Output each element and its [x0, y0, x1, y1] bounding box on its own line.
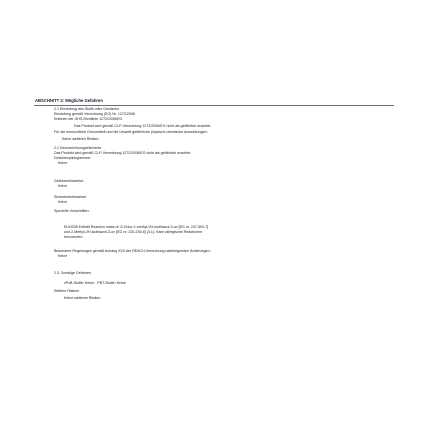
sub-2-2-euh208-line-2: und 2-Methyl-2H-isothiazol-3-on [EG nr. 220-239-6] (3:1). Kann allergische Reaktionen	[64, 230, 202, 234]
sub-2-2-title: 2.2 Kennzeichnungselemente	[54, 146, 102, 150]
sub-2-2-pictograms-label: Gefahrenpiktogramme:	[54, 156, 91, 160]
sub-2-2-precaution-value: Keine	[58, 200, 68, 204]
sub-2-1-line-c: Das Produkt wird gemäß CLP-Verordnung 1272/2008/EG nicht als gefährlich erachtet.	[74, 124, 212, 128]
sub-2-2-euh208-line-3: hervorrufen.	[64, 235, 84, 239]
sub-2-2-line-a: Das Produkt wird gemäß CLP-Verordnung 1272/2008/EG nicht als gefährlich erachtet.	[54, 151, 192, 155]
sub-2-1-line-d: Für die menschliche Gesundheit und die Umwelt gefährliche physisch-chemische Auswirkungen:	[54, 130, 208, 134]
section-title: ABSCHNITT 2: Mögliche Gefahren	[35, 98, 103, 103]
section-header	[34, 98, 394, 106]
sub-2-1-line-a: Einstufung gemäß Verordnung (EG) Nr. 1272/2008	[54, 112, 135, 116]
sub-2-1-title: 2.1 Einstufung des Stoffs oder Gemischs	[54, 107, 120, 111]
sub-2-1-line-b: Kriterien der GHS-Richtlinie 1272/2008/EG	[54, 117, 123, 121]
sub-2-2-pictograms-value: Keine	[58, 161, 68, 165]
sub-2-2-hazard-label: Gefahrenhinweise:	[54, 179, 84, 183]
sub-2-1-line-e: Keine weiteren Risiken	[62, 137, 99, 141]
sub-2-3-line-a: vPvB-Stoffe: Keine - PBT-Stoffe: Keine	[64, 281, 126, 285]
sub-2-2-hazard-value: Keine	[58, 184, 68, 188]
sub-2-2-euh208-line-1: EUH208 Enthält Reaction mass of: 5-Chlor-2-methyl-2H-isothiazol-3-on [EG nr. 247-500-7]	[64, 225, 209, 229]
sub-2-2-precaution-label: Sicherheitshinweise:	[54, 195, 87, 199]
sub-2-3-line-b: Weitere Risiken	[54, 289, 80, 293]
sub-2-3-title: 2.3. Sonstige Gefahren	[54, 271, 91, 275]
sub-2-2-special-label: Spezielle Vorschriften:	[54, 209, 90, 213]
sub-2-2-reach-label: Besondere Regelungen gemäß Anhang XVII der REACH-Verordnung nachfolgenden Änderungen:	[54, 249, 211, 253]
sub-2-2-reach-value: Keine	[58, 254, 68, 258]
sub-2-3-line-c: Keine weiteren Risiken	[64, 296, 101, 300]
